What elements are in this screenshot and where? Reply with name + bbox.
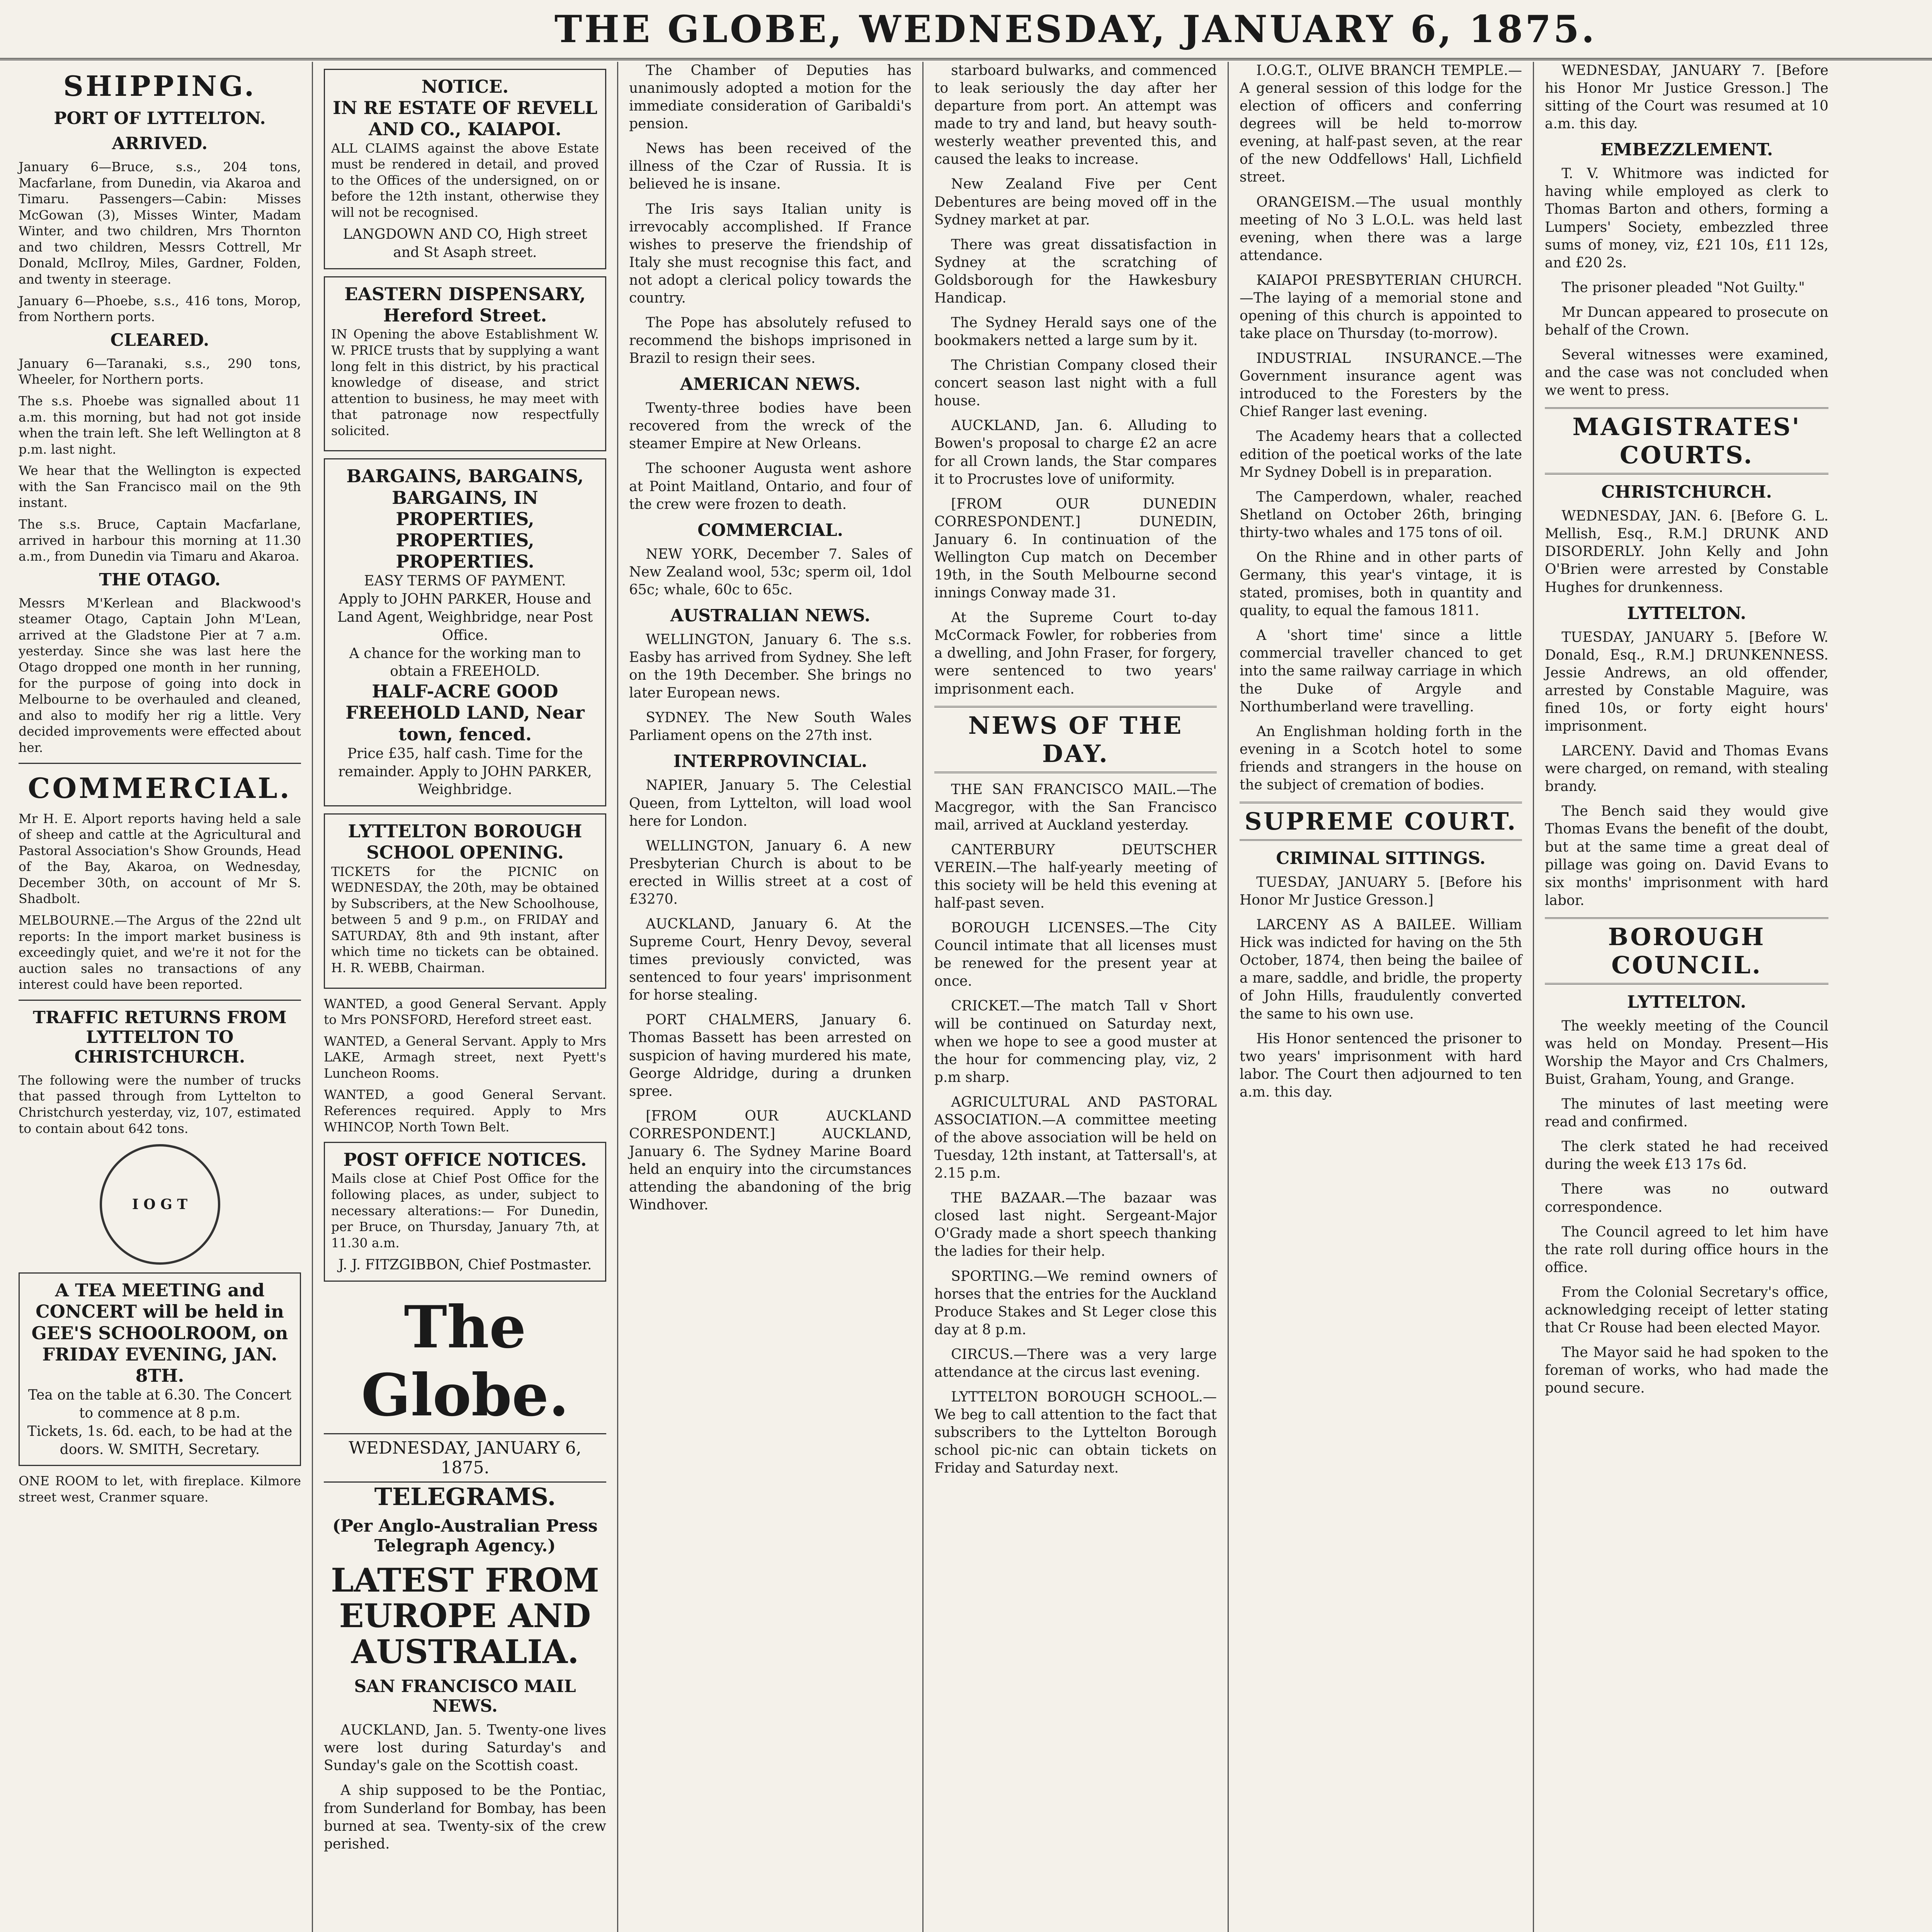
classified-ad: ONE ROOM to let, with fireplace. Kilmore street west, Cranmer square.: [19, 1473, 301, 1505]
article-text: PORT CHALMERS, January 6. Thomas Bassett has been arrested on suspicion of having murdered his mate, George Aldridge, during a drunken spree.: [629, 1012, 912, 1099]
column-2: [313, 62, 618, 1932]
commercial-heading: COMMERCIAL.: [28, 771, 292, 804]
christchurch-heading: CHRISTCHURCH.: [1601, 482, 1772, 502]
cleared-heading: CLEARED.: [110, 330, 209, 350]
article-text: [FROM OUR DUNEDIN CORRESPONDENT.] DUNEDIN, January 6. In continuation of the Wellington Cup match on December 19th, in the South Melbourne second innings Conway made 31.: [934, 496, 1217, 601]
article-text: CIRCUS.—There was a very large attendance at the circus last evening.: [934, 1346, 1217, 1380]
article-text: The Bench said they would give Thomas Evans the benefit of the doubt, but at the same time a great deal of pillage was going on. David Evans to six months' imprisonment with hard labor.: [1545, 803, 1828, 908]
article-text: The s.s. Bruce, Captain Macfarlane, arrived in harbour this morning at 11.30 a.m., from Dunedin via Timaru and Akaroa.: [19, 516, 301, 564]
article-text: THE SAN FRANCISCO MAIL.—The Macgregor, with the San Francisco mail, arrived at Auckland yesterday.: [934, 781, 1217, 833]
article-text: The Pope has absolutely refused to recommend the bishops imprisoned in Brazil to resign their sees.: [629, 315, 912, 367]
article-text: Mr Duncan appeared to prosecute on behalf of the Crown.: [1545, 304, 1828, 338]
bargains-ad: [324, 458, 606, 806]
ad-title: POST OFFICE NOTICES.: [343, 1149, 587, 1170]
agency-line: (Per Anglo-Australian Press Telegraph Agency.): [332, 1516, 598, 1556]
notice-ad: [324, 69, 606, 269]
ad-text: TICKETS for the PICNIC on WEDNESDAY, the 20th, may be obtained by Subscribers, at the New Schoolhouse, between 5 and 9 p.m., on FRIDAY and SATURDAY, 8th and 9th instant, after which time no tickets can be obtained. H. R. WEBB, Chairman.: [331, 864, 599, 975]
lyttelton-heading: LYTTELTON.: [1627, 603, 1747, 623]
telegrams-heading: TELEGRAMS.: [374, 1483, 556, 1511]
criminal-heading: CRIMINAL SITTINGS.: [1276, 848, 1486, 868]
ad-text: Price £35, half cash. Time for the remainder. Apply to JOHN PARKER, Weighbridge.: [338, 745, 592, 798]
article-text: INDUSTRIAL INSURANCE.—The Government insurance agent was introduced to the Foresters by the Chief Ranger last evening.: [1240, 350, 1522, 420]
column-6: [1534, 62, 1839, 1932]
masthead: THE GLOBE, WEDNESDAY, JANUARY 6, 1875.: [0, 0, 1932, 60]
arrived-heading: ARRIVED.: [112, 134, 208, 153]
article-text: The schooner Augusta went ashore at Point Maitland, Ontario, and four of the crew were frozen to death.: [629, 461, 912, 512]
article-text: LYTTELTON BOROUGH SCHOOL.—We beg to call attention to the fact that subscribers to the Lyttelton Borough school pic-nic can obtain tickets on Friday and Saturday next.: [934, 1389, 1217, 1476]
article-text: The Camperdown, whaler, reached Shetland on October 26th, bringing thirty-two whales and 175 tons of oil.: [1240, 489, 1522, 541]
article-text: LARCENY. David and Thomas Evans were charged, on remand, with stealing brandy.: [1545, 743, 1828, 795]
article-text: CRICKET.—The match Tall v Short will be continued on Saturday next, when we hope to see a good muster at the hour for commencing play, viz, 2 p.m sharp.: [934, 998, 1217, 1085]
article-text: The Academy hears that a collected edition of the poetical works of the late Mr Sydney Dobell is in preparation.: [1240, 429, 1522, 480]
article-text: I.O.G.T., OLIVE BRANCH TEMPLE.—A general session of this lodge for the election of officers and conferring degrees will be held to-morrow evening, at half-past seven, at the rear of the new Oddfellows' Hall, Lichfield street.: [1240, 63, 1522, 185]
article-text: [FROM OUR AUCKLAND CORRESPONDENT.] AUCKLAND, January 6. The Sydney Marine Board held an enquiry into the circumstances attending the abandoning of the brig Windhover.: [629, 1108, 912, 1213]
article-text: AUCKLAND, January 6. At the Supreme Court, Henry Devoy, several times previously convicted, was sentenced to four years' imprisonment for horse stealing.: [629, 916, 912, 1003]
ad-title: LYTTELTON BOROUGH SCHOOL OPENING.: [348, 821, 582, 863]
latest-heading: LATEST FROM EUROPE AND AUSTRALIA.: [331, 1561, 599, 1671]
ad-text: A chance for the working man to obtain a FREEHOLD.: [349, 645, 581, 680]
ad-text: Apply to JOHN PARKER, House and Land Agent, Weighbridge, near Post Office.: [337, 591, 593, 643]
article-text: WELLINGTON, January 6. The s.s. Easby has arrived from Sydney. She left on the 19th December. She brings no later European news.: [629, 631, 912, 701]
article-text: A 'short time' since a little commercial traveller chanced to get into the same railway carriage in which the Duke of Argyle and Northumberland were travelling.: [1240, 628, 1522, 715]
embezzlement-heading: EMBEZZLEMENT.: [1600, 140, 1773, 160]
american-heading: AMERICAN NEWS.: [680, 374, 861, 395]
ad-text: ALL CLAIMS against the above Estate must be rendered in detail, and proved to the Offices of the undersigned, on or before the 12th instant, otherwise they will not be recognised.: [331, 140, 599, 220]
article-text: THE BAZAAR.—The bazaar was closed last night. Sergeant-Major O'Grady made a short speech thanking the ladies for their help.: [934, 1190, 1217, 1260]
wanted-ad: WANTED, a good General Servant. Apply to Mrs PONSFORD, Hereford street east.: [324, 996, 606, 1027]
divider: [19, 1000, 301, 1001]
article-text: Twenty-three bodies have been recovered from the wreck of the steamer Empire at New Orleans.: [629, 400, 912, 452]
article-text: An Englishman holding forth in the evening in a Scotch hotel to some friends and strangers in the house on the subject of cremation of bodies.: [1240, 723, 1522, 793]
lodge-seal: I O G T: [100, 1144, 220, 1265]
ad-title: A TEA MEETING and CONCERT will be held in GEE'S SCHOOLROOM, on FRIDAY EVENING, JAN. 8TH.: [31, 1280, 288, 1386]
article-text: The Christian Company closed their concert season last night with a full house.: [934, 357, 1217, 409]
ad-text: J. J. FITZGIBBON, Chief Postmaster.: [338, 1257, 592, 1273]
article-text: AUCKLAND, Jan. 5. Twenty-one lives were lost during Saturday's and Sunday's gale on the Scottish coast.: [324, 1722, 606, 1774]
article-text: starboard bulwarks, and commenced to leak seriously the day after her departure from port. An attempt was made to try and land, but heavy south-westerly weather prevented this, and caused the leaks to increase.: [934, 63, 1217, 168]
ad-title: NOTICE.: [421, 76, 509, 97]
article-text: SPORTING.—We remind owners of horses that the entries for the Auckland Produce Stakes and St Leger close this day at 8 p.m.: [934, 1268, 1217, 1338]
shipping-heading: SHIPPING.: [63, 70, 257, 102]
ad-text: IN Opening the above Establishment W. W. PRICE trusts that by supplying a want long felt in this district, by his practical knowledge of disease, and strict attention to business, he may meet with that patronage now respectfully solicited.: [331, 327, 599, 438]
newspaper-title: The Globe.: [361, 1293, 569, 1430]
article-text: Messrs M'Kerlean and Blackwood's steamer Otago, Captain John M'Lean, arrived at the Gladstone Pier at 7 a.m. yesterday. Since she was last here the Otago dropped one month in her running, for the purpose of going into dock in Melbourne to be overhauled and cleaned, and also to modify her rig a little. Very decided improvements were effected about her.: [19, 595, 301, 755]
article-text: WELLINGTON, January 6. A new Presbyterian Church is about to be erected in Willis street at a cost of £3270.: [629, 838, 912, 907]
australian-heading: AUSTRALIAN NEWS.: [670, 605, 871, 626]
article-text: AGRICULTURAL AND PASTORAL ASSOCIATION.—A committee meeting of the above association will be held on Tuesday, 12th instant, at Tattersall's, at 2.15 p.m.: [934, 1094, 1217, 1182]
ad-text: Tickets, 1s. 6d. each, to be had at the doors. W. SMITH, Secretary.: [27, 1423, 293, 1458]
issue-date: WEDNESDAY, JANUARY 6, 1875.: [324, 1433, 606, 1483]
ad-text: LANGDOWN AND CO, High street and St Asaph street.: [343, 226, 587, 261]
article-text: Several witnesses were examined, and the case was not concluded when we went to press.: [1545, 347, 1828, 399]
article-text: New Zealand Five per Cent Debentures are being moved off in the Sydney market at par.: [934, 176, 1217, 228]
article-text: January 6—Taranaki, s.s., 290 tons, Wheeler, for Northern ports.: [19, 355, 301, 387]
ad-title: HALF-ACRE GOOD FREEHOLD LAND, Near town, fenced.: [345, 681, 585, 745]
wanted-ad: WANTED, a good General Servant. References required. Apply to Mrs WHINCOP, North Town Belt.: [324, 1087, 606, 1134]
article-text: His Honor sentenced the prisoner to two years' imprisonment with hard labor. The Court then adjourned to ten a.m. this day.: [1240, 1031, 1522, 1100]
lyttelton-heading: LYTTELTON.: [1627, 992, 1747, 1012]
article-text: AUCKLAND, Jan. 6. Alluding to Bowen's proposal to charge £2 an acre for all Crown lands, the Star compares it to Procrustes love of uniformity.: [934, 418, 1217, 487]
port-heading: PORT OF LYTTELTON.: [54, 109, 266, 128]
article-text: NEW YORK, December 7. Sales of New Zealand wool, 53c; sperm oil, 1dol 65c; whale, 60c to 65c.: [629, 546, 912, 598]
dispensary-ad: [324, 276, 606, 451]
article-text: January 6—Phoebe, s.s., 416 tons, Morop, from Northern ports.: [19, 293, 301, 325]
news-of-day-heading: NEWS OF THE DAY.: [934, 706, 1217, 773]
article-text: The weekly meeting of the Council was held on Monday. Present—His Worship the Mayor and Crs Chalmers, Buist, Graham, Young, and Grange.: [1545, 1018, 1828, 1088]
article-text: The clerk stated he had received during the week £13 17s 6d.: [1545, 1139, 1828, 1173]
interprovincial-heading: INTERPROVINCIAL.: [673, 752, 867, 772]
article-text: The Iris says Italian unity is irrevocably accomplished. If France wishes to preserve the friendship of Italy she must recognise this fact, and not adopt a clerical policy towards the country.: [629, 201, 912, 306]
column-1: [8, 62, 313, 1932]
sf-heading: SAN FRANCISCO MAIL NEWS.: [354, 1677, 576, 1716]
article-text: There was no outward correspondence.: [1545, 1181, 1828, 1215]
magistrates-heading: MAGISTRATES' COURTS.: [1545, 407, 1828, 474]
article-text: The Chamber of Deputies has unanimously adopted a motion for the immediate consideration of Garibaldi's pension.: [629, 63, 912, 132]
article-text: MELBOURNE.—The Argus of the 22nd ult reports: In the import market business is exceedingly quiet, and we're it not for the auction sales no transactions of any interest could have been reported.: [19, 912, 301, 992]
article-text: January 6—Bruce, s.s., 204 tons, Macfarlane, from Dunedin, via Akaroa and Timaru. Passengers—Cabin: Misses McGowan (3), Misses Winter, Madam Winter, and two children, Mrs Thornton and two children, Messrs Cottrell, Mr Donald, McIlroy, Miles, Gardner, Folden, and twenty in steerage.: [19, 159, 301, 287]
article-text: On the Rhine and in other parts of Germany, this year's vintage, it is stated, promises, both in quantity and quality, to equal the famous 1811.: [1240, 549, 1522, 619]
article-text: The Mayor said he had spoken to the foreman of works, who had made the pound secure.: [1545, 1345, 1828, 1396]
article-text: The Council agreed to let him have the rate roll during office hours in the office.: [1545, 1224, 1828, 1276]
article-text: TUESDAY, JANUARY 5. [Before his Honor Mr Justice Gresson.]: [1240, 874, 1522, 908]
wanted-ad: WANTED, a General Servant. Apply to Mrs LAKE, Armagh street, next Pyett's Luncheon Rooms.: [324, 1033, 606, 1081]
article-text: There was great dissatisfaction in Sydney at the scratching of Goldsborough for the Hawkesbury Handicap.: [934, 236, 1217, 306]
article-text: WEDNESDAY, JAN. 6. [Before G. L. Mellish, Esq., R.M.] DRUNK AND DISORDERLY. John Kelly and John O'Brien were arrested by Constable Hughes for drunkenness.: [1545, 508, 1828, 595]
article-text: The prisoner pleaded "Not Guilty.": [1561, 279, 1805, 296]
otago-heading: THE OTAGO.: [99, 570, 221, 590]
ad-subtitle: IN RE ESTATE OF REVELL AND CO., KAIAPOI.: [333, 97, 597, 140]
article-text: NAPIER, January 5. The Celestial Queen, from Lyttelton, will load wool here for London.: [629, 777, 912, 829]
article-text: LARCENY AS A BAILEE. William Hick was indicted for having on the 5th October, 1874, then being the bailee of a mare, saddle, and bridle, the property of John Hills, fraudulently converted the same to his own use.: [1240, 917, 1522, 1022]
article-text: T. V. Whitmore was indicted for having while employed as clerk to Thomas Barton and others, forming a Lumpers' Society, embezzled three sums of money, viz, £21 10s, £11 12s, and £20 2s.: [1545, 166, 1828, 271]
article-text: ORANGEISM.—The usual monthly meeting of No 3 L.O.L. was held last evening, when there was a large attendance.: [1240, 194, 1522, 264]
article-text: At the Supreme Court to-day McCormack Fowler, for robberies from a dwelling, and John Fraser, for forgery, were sentenced to two years' imprisonment each.: [934, 610, 1217, 697]
article-text: The Sydney Herald says one of the bookmakers netted a large sum by it.: [934, 315, 1217, 349]
column-4: [923, 62, 1229, 1932]
article-text: SYDNEY. The New South Wales Parliament opens on the 27th inst.: [629, 710, 912, 744]
commercial-heading: COMMERCIAL.: [697, 520, 843, 540]
article-text: We hear that the Wellington is expected with the San Francisco mail on the 9th instant.: [19, 463, 301, 510]
article-text: WEDNESDAY, JANUARY 7. [Before his Honor Mr Justice Gresson.] The sitting of the Court was resumed at 10 a.m. this day.: [1545, 63, 1828, 132]
borough-council-heading: BOROUGH COUNCIL.: [1545, 917, 1828, 985]
article-text: KAIAPOI PRESBYTERIAN CHURCH.—The laying of a memorial stone and opening of this church is appointed to take place on Thursday (to-morrow).: [1240, 272, 1522, 342]
article-text: The minutes of last meeting were read and confirmed.: [1545, 1096, 1828, 1130]
post-office-ad: [324, 1142, 606, 1282]
column-3: [618, 62, 923, 1932]
article-text: BOROUGH LICENSES.—The City Council intimate that all licenses must be renewed for the present year at once.: [934, 920, 1217, 990]
ad-title: EASTERN DISPENSARY, Hereford Street.: [344, 284, 586, 326]
divider: [19, 763, 301, 764]
ad-text: EASY TERMS OF PAYMENT.: [364, 573, 566, 589]
supreme-court-heading: SUPREME COURT.: [1240, 802, 1522, 841]
article-text: TUESDAY, JANUARY 5. [Before W. Donald, Esq., R.M.] DRUNKENNESS. Jessie Andrews, an old offender, arrested by Constable Maguire, was fined 10s, or forty eight hours' imprisonment.: [1545, 629, 1828, 735]
ad-text: Mails close at Chief Post Office for the following places, as under, subject to necessary alterations:— For Dunedin, per Bruce, on Thursday, January 7th, at 11.30 a.m.: [331, 1171, 599, 1250]
traffic-heading: TRAFFIC RETURNS FROM LYTTELTON TO CHRISTCHURCH.: [33, 1007, 287, 1067]
article-text: Mr H. E. Alport reports having held a sale of sheep and cattle at the Agricultural and Pastoral Association's Show Grounds, Head of the Bay, Akaroa, on Wednesday, December 30th, on account of Mr S. Shadbolt.: [19, 811, 301, 906]
ad-title: BARGAINS, BARGAINS, BARGAINS, IN PROPERTIES, PROPERTIES, PROPERTIES.: [346, 466, 584, 572]
article-text: A ship supposed to be the Pontiac, from Sunderland for Bombay, has been burned at sea. Twenty-six of the crew perished.: [324, 1782, 606, 1852]
article-text: From the Colonial Secretary's office, acknowledging receipt of letter stating that Cr Rouse had been elected Mayor.: [1545, 1284, 1828, 1336]
tea-meeting-ad: [19, 1272, 301, 1466]
column-5: [1229, 62, 1534, 1932]
article-text: News has been received of the illness of the Czar of Russia. It is believed he is insane.: [629, 141, 912, 192]
article-text: CANTERBURY DEUTSCHER VEREIN.—The half-yearly meeting of this society will be held this evening at half-past seven.: [934, 842, 1217, 912]
ad-text: Tea on the table at 6.30. The Concert to commence at 8 p.m.: [28, 1387, 292, 1421]
school-ad: [324, 813, 606, 988]
article-text: The following were the number of trucks that passed through from Lyttelton to Christchurch yesterday, viz, 107, estimated to contain about 642 tons.: [19, 1072, 301, 1136]
newspaper-columns: [8, 62, 1932, 1932]
article-text: The s.s. Phoebe was signalled about 11 a.m. this morning, but had not got inside when the train left. She left Wellington at 8 p.m. last night.: [19, 393, 301, 457]
